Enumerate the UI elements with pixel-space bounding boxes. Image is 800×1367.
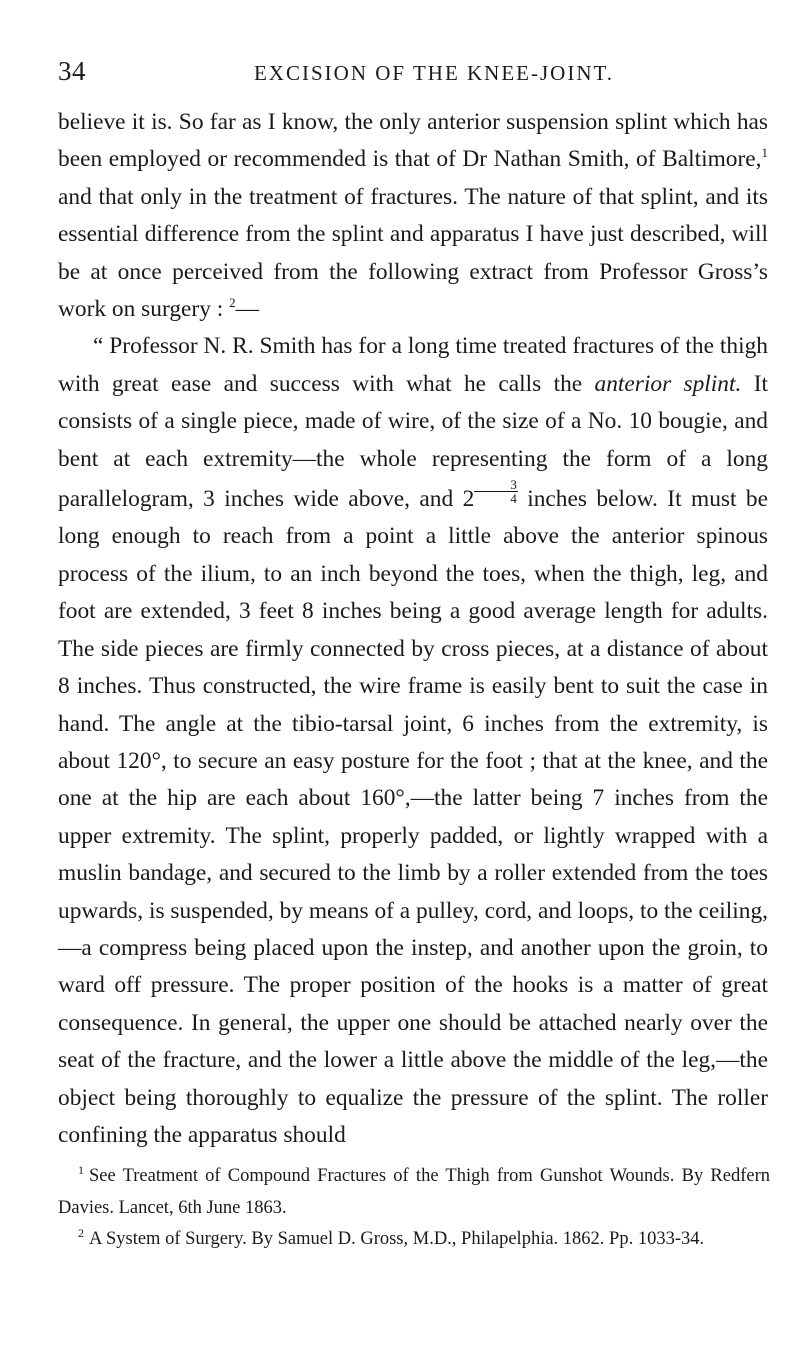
footnote-ref-2: 2 (229, 295, 236, 311)
quote-text-part-3: inches below. It must be long enough to reach from a point a little above the anterior spinous process of the ilium, to an inch beyond the toes, when the thigh, leg, and foot are extended, 3 feet 8 inches being a good average length for adults. The side pieces are firmly connected by cross pieces, at a distance of about 8 inches. Thus constructed, the wire frame is easily bent to suit the case in hand. The angle at the tibio-tarsal joint, 6 inches from the extremity, is about 120°, to secure an easy posture for the foot ; that at the knee, and the one at the hip are each about 160°,—the latter being 7 inches from the upper extremity. The splint, properly padded, or lightly wrapped with a muslin bandage, and secured to the limb by a roller extended from the toes upwards, is suspended, by means of a pulley, cord, and loops, to the ceiling,—a compress being placed upon the instep, and another upon the groin, to ward off pressure. The proper position of the hooks is a matter of great consequence. In general, the upper one should be attached nearly over the seat of the fracture, and the lower a little above the middle of the leg,—the object being thoroughly to equalize the pressure of the splint. The roller confining the apparatus should (58, 486, 768, 1148)
quote-text-part-1: “ Professor N. R. Smith has for a long time treated fractures of the thigh with great ease and success with what he calls the (58, 333, 768, 397)
footnote-ref-1: 1 (761, 145, 768, 161)
footnotes (58, 1161, 770, 1256)
intro-text-part-2: and that only in the treatment of fractures. The nature of that splint, and its essential difference from the splint and apparatus I have just described, will be at once perceived from the following extract from Professor Gross’s work on surgery : (58, 183, 768, 323)
paragraph-intro (58, 104, 768, 328)
quote-text-part-2: It consists of a single piece, made of wire, of the size of a No. 10 bougie, and bent at each extremity—the whole representing the form of a long parallelogram, 3 inches wide above, and 2 (58, 370, 768, 513)
footnote-1 (58, 1161, 770, 1224)
fraction-three-quarters (474, 478, 518, 505)
paragraph-quotation (58, 328, 768, 1154)
footnote-1-mark: 1 (78, 1163, 84, 1177)
footnote-2 (58, 1224, 770, 1256)
footnote-1-text: See Treatment of Compound Fractures of the Thigh from Gunshot Wounds. By Redfern Davies. Lancet, 6th June 1863. (58, 1166, 770, 1218)
intro-text-part-1: believe it is. So far as I know, the only anterior suspension splint which has been employed or recommended is that of Dr Nathan Smith, of Baltimore, (58, 109, 768, 173)
fraction-denominator: 4 (510, 491, 517, 507)
running-title: EXCISION OF THE KNEE-JOINT. (253, 61, 615, 85)
page-number: 34 (58, 56, 86, 86)
quote-italic-term: anterior splint. (594, 370, 742, 397)
running-head (58, 56, 770, 90)
intro-text-dash: — (235, 296, 259, 323)
footnote-2-mark: 2 (78, 1226, 84, 1240)
footnote-2-text: A System of Surgery. By Samuel D. Gross, M.D., Philapelphia. 1862. Pp. 1033-34. (89, 1229, 705, 1249)
fraction-numerator: 3 (474, 478, 518, 492)
body-text (58, 104, 768, 1154)
